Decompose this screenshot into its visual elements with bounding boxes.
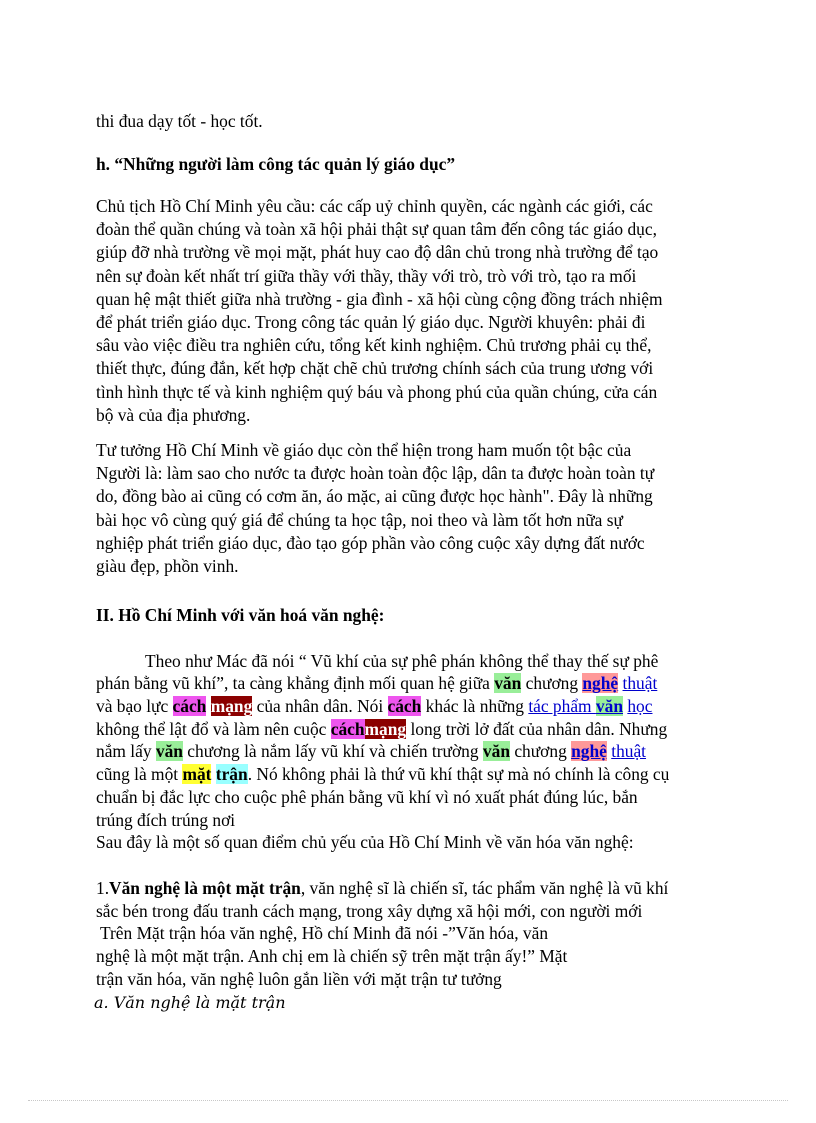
text-line: quan hệ mật thiết giữa nhà trường - gia đình - xã hội cùng cộng đồng trách nhiệm bbox=[96, 288, 663, 309]
text-line: Theo như Mác đã nói “ Vũ khí của sự phê phán không thể thay thế sự phê bbox=[145, 651, 659, 671]
text-line: tình hình thực tế và kinh nghiệm quý báu và phong phú của quần chúng, cửa cán bbox=[96, 381, 658, 402]
text-line: do, đồng bào ai cũng có cơm ăn, áo mặc, ai cũng được học hành". Đây là những bbox=[96, 486, 653, 507]
section-heading-h: h. “Những người làm công tác quản lý giáo dục” bbox=[96, 154, 456, 174]
highlight-mang: mạng bbox=[210, 696, 253, 716]
text-span: . Nó không phải là thứ vũ khí thật sự mà nó chính là công cụ bbox=[247, 764, 670, 784]
text-line: sâu vào việc điều tra nghiên cứu, tổng kết kinh nghiệm. Chủ trương phải cụ thể, bbox=[96, 335, 652, 356]
text-span: , văn nghệ sĩ là chiến sĩ, tác phẩm văn nghệ là vũ khí bbox=[300, 878, 669, 898]
text-span: chương bbox=[521, 673, 583, 693]
point-number: 1. bbox=[96, 878, 110, 898]
text-span: và bạo lực bbox=[96, 696, 173, 716]
text-line: giúp đỡ nhà trường về mọi mặt, phát huy cao độ dân chủ trong nhà trường để tạo bbox=[96, 242, 659, 263]
highlight-van: văn bbox=[155, 741, 183, 761]
point-1-line bbox=[96, 877, 668, 900]
text-line: chuẩn bị đắc lực cho cuộc phê phán bằng vũ khí vì nó xuất phát đúng lúc, bắn bbox=[96, 787, 638, 807]
text-span: chương là nắm lấy vũ khí và chiến trường bbox=[182, 741, 483, 761]
link-hoc[interactable]: học bbox=[627, 696, 653, 716]
highlight-van: văn bbox=[494, 673, 522, 693]
highlight-van: văn bbox=[482, 741, 510, 761]
text-line: nghiệp phát triển giáo dục, đào tạo góp phần vào công cuộc xây dựng đất nước bbox=[96, 532, 645, 553]
text-span: long trời lở đất của nhân dân. Nhưng bbox=[406, 719, 668, 739]
link-nghe[interactable]: nghệ bbox=[582, 673, 619, 693]
subheading-a: a. Văn nghệ là mặt trận bbox=[94, 993, 286, 1012]
text-line: bộ và của địa phương. bbox=[96, 404, 251, 425]
link-thuat[interactable]: thuật bbox=[611, 741, 647, 761]
highlight-cach: cách bbox=[387, 696, 422, 716]
text-span: phán bằng vũ khí”, ta càng khẳng định mối quan hệ giữa bbox=[96, 673, 495, 693]
link-van[interactable]: văn bbox=[595, 696, 623, 716]
text-line: nên sự đoàn kết nhất trí giữa thầy với thầy, thầy với trò, trò với trò, tạo ra mối bbox=[96, 265, 637, 286]
text-line: đoàn thể quần chúng và toàn xã hội phải thật sự quan tâm đến công tác giáo dục, bbox=[96, 219, 657, 240]
section-heading-ii: II. Hồ Chí Minh với văn hoá văn nghệ: bbox=[96, 605, 385, 625]
text-line: Người là: làm sao cho nước ta được hoàn toàn độc lập, dân ta được hoàn toàn tự bbox=[96, 463, 655, 484]
text-line: giàu đẹp, phồn vinh. bbox=[96, 556, 239, 577]
page-bottom-divider bbox=[28, 1100, 788, 1101]
text-line: Chủ tịch Hồ Chí Minh yêu cầu: các cấp uỷ chỉnh quyền, các ngành các giới, các bbox=[96, 196, 653, 216]
text-line bbox=[96, 718, 667, 741]
text-line: trúng đích trúng nơi bbox=[96, 810, 236, 830]
text-span: cũng là một bbox=[96, 764, 183, 784]
text-line bbox=[96, 672, 657, 695]
text-span: khác là những bbox=[421, 696, 529, 716]
text-line bbox=[96, 740, 646, 763]
text-span: của nhân dân. Nói bbox=[252, 696, 388, 716]
quote-line: nghệ là một mặt trận. Anh chị em là chiến sỹ trên mặt trận ấy!” Mặt bbox=[96, 946, 568, 966]
text-line: bài học vô cùng quý giá để chúng ta học tập, noi theo và làm tốt hơn nữa sự bbox=[96, 509, 623, 530]
text-line: Sau đây là một số quan điểm chủ yếu của Hồ Chí Minh về văn hóa văn nghệ: bbox=[96, 832, 634, 852]
highlight-tran: trận bbox=[215, 764, 248, 784]
highlight-cach: cách bbox=[172, 696, 207, 716]
paragraph-ideology bbox=[96, 439, 736, 578]
text-line: sắc bén trong đấu tranh cách mạng, trong xây dựng xã hội mới, con người mới bbox=[96, 901, 643, 921]
highlight-cach: cách bbox=[330, 719, 365, 739]
point-1-bold: Văn nghệ là một mặt trận bbox=[109, 878, 301, 898]
text-line bbox=[96, 695, 652, 718]
link-tac-pham[interactable]: tác phẩm bbox=[528, 696, 596, 716]
text-line: Tư tưởng Hồ Chí Minh về giáo dục còn thể hiện trong ham muốn tột bậc của bbox=[96, 440, 632, 460]
link-thuat[interactable]: thuật bbox=[622, 673, 658, 693]
link-nghe[interactable]: nghệ bbox=[571, 741, 607, 761]
highlight-mang: mạng bbox=[364, 719, 407, 739]
text-line: để phát triển giáo dục. Trong công tác quản lý giáo dục. Người khuyên: phải đi bbox=[96, 312, 646, 333]
paragraph-management bbox=[96, 195, 736, 427]
quote-line: Trên Mặt trận hóa văn nghệ, Hồ chí Minh đã nói -”Văn hóa, văn bbox=[100, 923, 549, 943]
text-span: chương bbox=[509, 741, 572, 761]
text-line: thiết thực, đúng đắn, kết hợp chặt chẽ chủ trương chính sách của trung ương với bbox=[96, 358, 654, 379]
quote-line: trận văn hóa, văn nghệ luôn gắn liền với mặt trận tư tưởng bbox=[96, 969, 502, 989]
text-span: không thể lật đổ và làm nên cuộc bbox=[96, 719, 331, 739]
text-line bbox=[96, 763, 669, 786]
continuation-line: thi đua dạy tốt - học tốt. bbox=[96, 111, 263, 131]
text-span: nắm lấy bbox=[96, 741, 156, 761]
highlight-mat: mặt bbox=[182, 764, 212, 784]
